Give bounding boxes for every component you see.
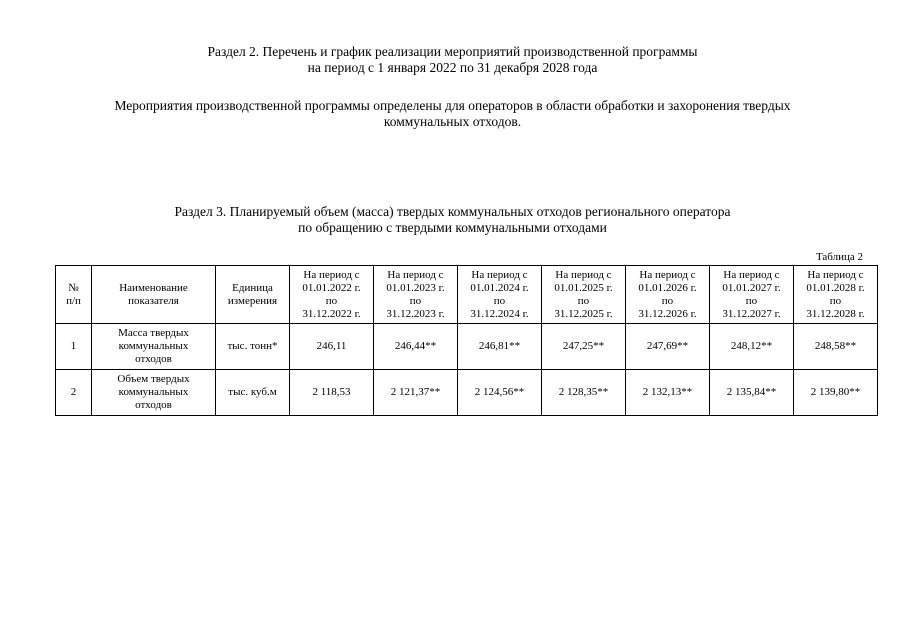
value-cell: 246,11	[290, 324, 374, 370]
section2-title	[0, 44, 905, 76]
row-indicator-name: Объем твердых коммунальных отходов	[92, 370, 216, 416]
section2-intro-line1: Мероприятия производственной программы определены для операторов в области обработки и захоронения твердых	[114, 98, 791, 113]
value-cell: 247,25**	[542, 324, 626, 370]
section2-intro-line2: коммунальных отходов.	[383, 114, 522, 129]
value-cell: 2 124,56**	[458, 370, 542, 416]
row-unit: тыс. куб.м	[216, 370, 290, 416]
value-cell: 248,12**	[710, 324, 794, 370]
section2-title-line2: на период с 1 января 2022 по 31 декабря 2028 года	[307, 60, 598, 75]
value-cell: 247,69**	[626, 324, 710, 370]
header-period-2022: На период с 01.01.2022 г. по 31.12.2022 г.	[290, 266, 374, 324]
row-unit: тыс. тонн*	[216, 324, 290, 370]
section3-title	[0, 204, 905, 236]
value-cell: 2 139,80**	[794, 370, 878, 416]
value-cell: 246,44**	[374, 324, 458, 370]
header-number: № п/п	[56, 266, 92, 324]
header-indicator-name: Наименование показателя	[92, 266, 216, 324]
section3-title-line2: по обращению с твердыми коммунальными отходами	[298, 220, 607, 235]
section2-title-line1: Раздел 2. Перечень и график реализации мероприятий производственной программы	[207, 44, 698, 59]
section3-title-line1: Раздел 3. Планируемый объем (масса) твердых коммунальных отходов регионального оператора	[174, 204, 731, 219]
waste-volume-table	[55, 265, 878, 416]
value-cell: 2 118,53	[290, 370, 374, 416]
header-period-2028: На период с 01.01.2028 г. по 31.12.2028 г.	[794, 266, 878, 324]
value-cell: 246,81**	[458, 324, 542, 370]
row-indicator-name: Масса твердых коммунальных отходов	[92, 324, 216, 370]
table-row	[56, 324, 878, 370]
value-cell: 2 121,37**	[374, 370, 458, 416]
header-unit: Единица измерения	[216, 266, 290, 324]
table-header-row	[56, 266, 878, 324]
header-period-2025: На период с 01.01.2025 г. по 31.12.2025 г.	[542, 266, 626, 324]
table-label: Таблица 2	[815, 251, 863, 263]
value-cell: 2 128,35**	[542, 370, 626, 416]
row-number: 1	[56, 324, 92, 370]
header-period-2023: На период с 01.01.2023 г. по 31.12.2023 г.	[374, 266, 458, 324]
row-number: 2	[56, 370, 92, 416]
value-cell: 2 132,13**	[626, 370, 710, 416]
section2-intro	[0, 98, 905, 130]
value-cell: 2 135,84**	[710, 370, 794, 416]
header-period-2026: На период с 01.01.2026 г. по 31.12.2026 г.	[626, 266, 710, 324]
header-period-2027: На период с 01.01.2027 г. по 31.12.2027 г.	[710, 266, 794, 324]
value-cell: 248,58**	[794, 324, 878, 370]
header-period-2024: На период с 01.01.2024 г. по 31.12.2024 г.	[458, 266, 542, 324]
table-row	[56, 370, 878, 416]
